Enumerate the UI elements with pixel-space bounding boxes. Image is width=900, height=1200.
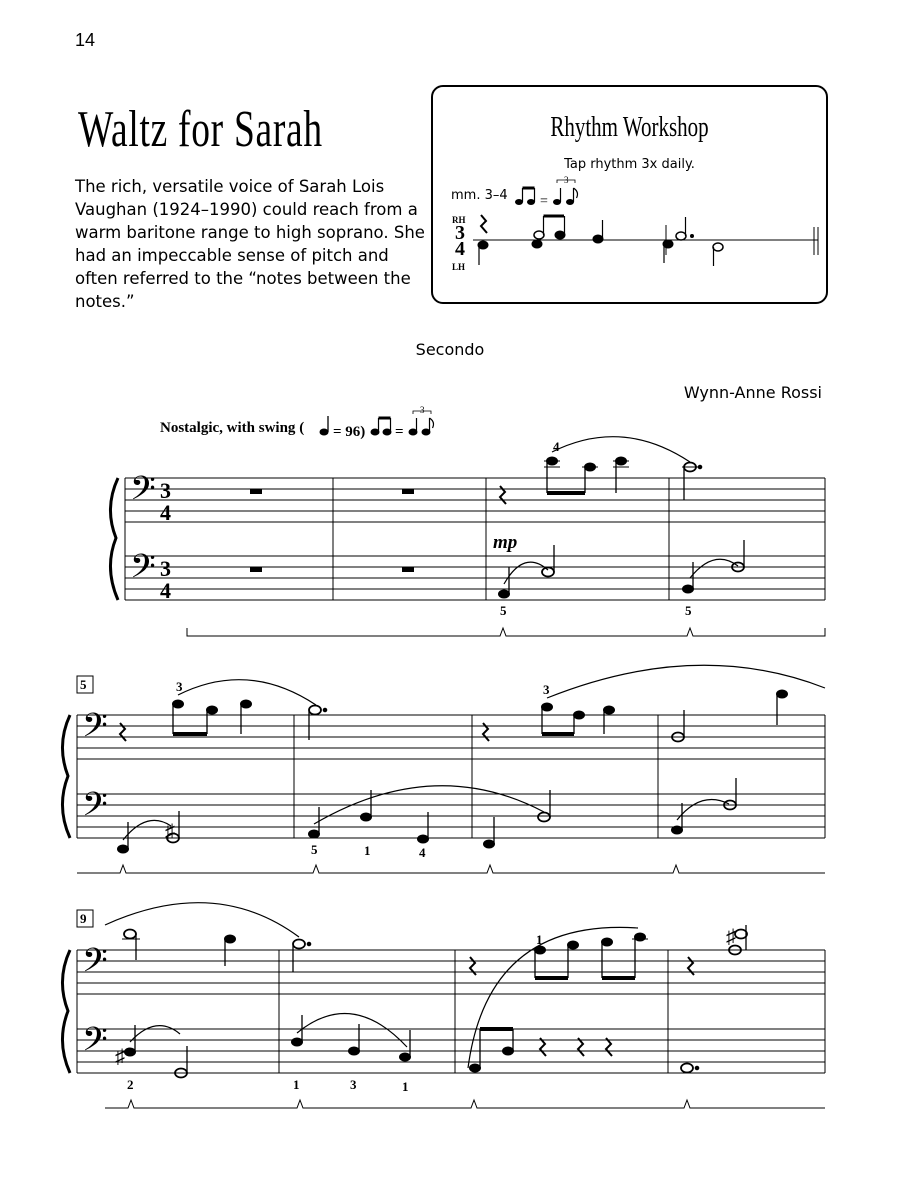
tempo-bpm: = 96): [333, 424, 366, 440]
rh-label: RH: [452, 215, 466, 225]
sharp-icon: ♯: [726, 926, 736, 948]
time-sig-bottom: 4: [160, 578, 171, 603]
rhythm-workshop-instruction: Tap rhythm 3x daily.: [564, 157, 695, 172]
fingering: 3: [350, 1077, 357, 1092]
time-sig-top: 3: [455, 222, 465, 244]
composer-name: Wynn-Anne Rossi: [683, 383, 822, 402]
bass-clef-icon: 𝄢: [82, 1021, 108, 1066]
fingering: 1: [536, 932, 543, 947]
brace: [62, 950, 70, 1073]
fingering: 1: [402, 1079, 409, 1094]
fingering: 5: [685, 603, 692, 618]
fingering: 2: [127, 1077, 134, 1092]
fingering: 4: [553, 439, 560, 454]
fingering: 1: [364, 843, 371, 858]
sharp-icon: ♯: [115, 1046, 125, 1068]
fingering: 5: [311, 842, 318, 857]
tempo-swing-pair-icon: [371, 418, 391, 435]
bass-clef-icon: 𝄢: [82, 942, 108, 987]
bass-clef-icon: 𝄢: [130, 548, 156, 593]
tempo-triplet-number: 3: [420, 405, 425, 415]
tempo-equals: =: [395, 424, 404, 440]
part-label: Secondo: [415, 340, 485, 359]
pedal-marking: [77, 865, 825, 873]
pedal-marking: [105, 1100, 825, 1108]
pedal-marking: [187, 628, 825, 636]
whole-rests: [250, 489, 414, 572]
system-3-barlines: [77, 950, 825, 1073]
system-3-staff-lower: [77, 1029, 825, 1073]
system-1-staff-lower: [125, 556, 825, 600]
tempo-open-paren: (: [299, 420, 305, 436]
bass-clef-icon: 𝄢: [82, 786, 108, 831]
time-sig-bottom: 4: [455, 238, 465, 260]
lh-label: LH: [452, 262, 466, 272]
measure-number: 5: [80, 677, 87, 692]
fingering: 5: [500, 603, 507, 618]
system-3: [62, 903, 825, 1108]
tempo-text: Nostalgic, with swing: [160, 420, 296, 436]
system-1-staff-upper: [125, 478, 825, 522]
brace: [110, 478, 118, 600]
system-3-staff-upper: [77, 950, 825, 994]
system-2: [62, 665, 825, 873]
piece-title: Waltz for Sarah: [78, 101, 323, 158]
fingering: 1: [293, 1077, 300, 1092]
rhythm-workshop-title: Rhythm Workshop: [550, 112, 709, 143]
fingering: 3: [543, 682, 550, 697]
fingering: 4: [419, 845, 426, 860]
system-1: [110, 437, 825, 636]
rhythm-workshop-measure-ref: mm. 3–4: [451, 188, 508, 203]
page-number: 14: [75, 30, 96, 50]
system-1-notes: [499, 437, 745, 598]
triplet-number: 3: [564, 175, 569, 185]
time-sig-bottom: 4: [160, 500, 171, 525]
time-sig-top: 3: [160, 556, 171, 581]
bass-clef-icon: 𝄢: [130, 470, 156, 515]
bass-clef-icon: 𝄢: [82, 707, 108, 752]
system-1-barlines: [125, 478, 825, 600]
tempo-quarter-note-icon: [320, 416, 329, 436]
equals-sign: =: [540, 194, 548, 209]
sharp-icon: ♯: [165, 821, 175, 843]
system-2-staff-lower: [77, 794, 825, 838]
composer-bio-text: The rich, versatile voice of Sarah Lois Vaughan (1924–1990) could reach from a warm baritone range to high soprano. She had an impeccable sense of pitch and often referred to the “notes between the notes.”: [75, 177, 425, 311]
time-sig-top: 3: [160, 478, 171, 503]
measure-number: 9: [80, 911, 87, 926]
dynamic-marking: mp: [493, 532, 518, 553]
brace: [62, 715, 70, 838]
system-2-staff-upper: [77, 715, 825, 759]
fingering: 3: [176, 679, 183, 694]
